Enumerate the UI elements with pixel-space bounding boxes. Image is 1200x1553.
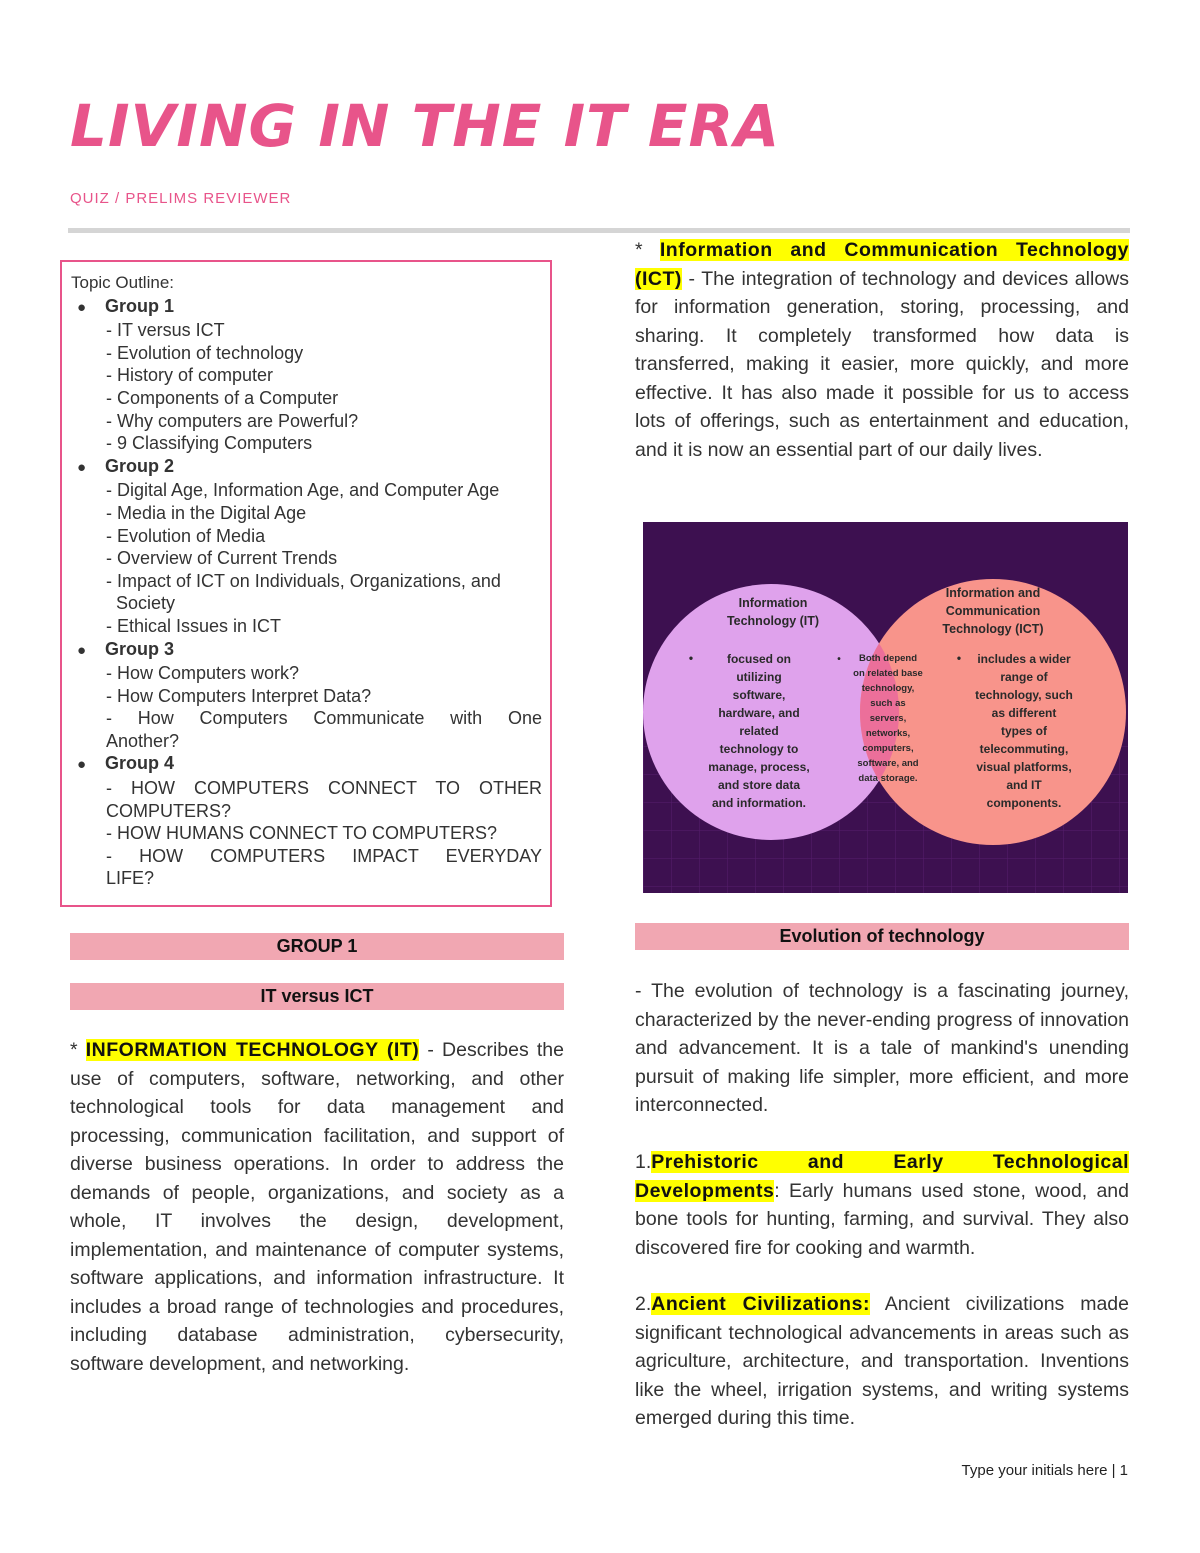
evolution-intro: - The evolution of technology is a fascinating journey, characterized by the never-ending progress of innovation and advancement. It is a tale of mankind's unending pursuit of making life simpler, more efficient, and more interconnected. <box>635 980 1129 1116</box>
venn-mid-body: software, and <box>857 758 919 769</box>
venn-bullet-icon: • <box>837 654 841 665</box>
outline-item: - HOW COMPUTERS CONNECT TO OTHER <box>106 778 542 799</box>
page-footer[interactable]: Type your initials here | 1 <box>961 1462 1128 1479</box>
outline-item: - Evolution of Media <box>106 525 266 546</box>
outline-item: - How Computers Interpret Data? <box>106 685 372 706</box>
ict-text: - The integration of technology and devices allows for information generation, storing, processing, and sharing. It completely transformed how data is transferred, making it easier, more quickly, and more effective. It has also made it possible for us to access lots of offerings, such as entertainment and education, and it is now an essential part of our daily lives. <box>635 267 1129 461</box>
venn-ict-body: visual platforms, <box>976 760 1072 774</box>
ict-definition: * Information and Communication Technology (ICT) - The integration of technology and devices allows for information generation, storing, processing, and sharing. It completely transformed how data is transferred, making it easier, more quickly, and more effective. It has also made it possible for us to access lots of offerings, such as entertainment and education, and it is now an essential part of our daily lives. <box>635 239 1129 461</box>
header-divider <box>68 228 1130 233</box>
outline-group-2: ● Group 2 <box>71 455 542 480</box>
outline-item: - Overview of Current Trends <box>106 548 338 569</box>
outline-item: - HOW HUMANS CONNECT TO COMPUTERS? <box>106 823 498 844</box>
outline-item: - Impact of ICT on Individuals, Organizations, and <box>106 570 501 591</box>
it-term: INFORMATION TECHNOLOGY (IT) <box>85 1039 420 1061</box>
outline-item: - HOW COMPUTERS IMPACT EVERYDAY <box>106 845 542 866</box>
outline-item: - How Computers Communicate with One <box>106 708 542 729</box>
it-text: - Describes the use of computers, software, networking, and other technological tools for data management and processing, communication facilitation, and support of diverse business operations. In order to address the demands of people, organizations, and society as a whole, IT involves the design, development, implementation, and maintenance of computer systems, software applications, and information infrastructure. It includes a broad range of technologies and procedures, including database administration, cybersecurity, software development, and networking. <box>70 1039 564 1375</box>
it-definition: * INFORMATION TECHNOLOGY (IT) - Describes the use of computers, software, networking, and other technological tools for data management and processing, communication facilitation, and support of diverse business operations. In order to address the demands of people, organizations, and society as a whole, IT involves the design, development, implementation, and maintenance of computer systems, software applications, and information infrastructure. It includes a broad range of technologies and procedures, including database administration, cybersecurity, software development, and networking. <box>70 1039 564 1375</box>
venn-ict-body: types of <box>1000 724 1048 738</box>
item-text: Ancient civilizations made significant technological advancements in areas such as agriculture, architecture, and transportation. Inventions like the wheel, irrigation systems, and writing systems emerged during this time. <box>635 1293 1129 1429</box>
venn-it-body: hardware, and <box>718 706 800 720</box>
venn-ict-body: components. <box>986 796 1062 810</box>
venn-bullet-icon: • <box>688 651 694 665</box>
venn-it-title-2: Technology (IT) <box>726 614 820 628</box>
outline-item: - History of computer <box>106 365 274 386</box>
venn-ict-body: technology, such <box>975 688 1073 702</box>
venn-mid-body: data storage. <box>858 773 918 784</box>
outline-item: - Components of a Computer <box>106 387 339 408</box>
outline-item: - Ethical Issues in ICT <box>106 615 282 636</box>
topic-outline-box <box>60 260 552 907</box>
item-number: 2. <box>635 1293 652 1315</box>
page-subtitle: QUIZ / PRELIMS REVIEWER <box>70 190 292 207</box>
venn-ict-body: and IT <box>1006 778 1042 792</box>
ict-term: Information and Communication Technology (ICT) <box>635 239 1129 290</box>
bullet-icon: ● <box>77 641 87 659</box>
outline-item: LIFE? <box>106 868 155 889</box>
outline-item: - Evolution of technology <box>106 342 304 363</box>
page-title: LIVING IN THE IT ERA <box>70 92 781 160</box>
venn-ict-title-2: Communication <box>945 604 1041 618</box>
group-1-bar: GROUP 1 <box>70 933 564 960</box>
venn-ict-body: telecommuting, <box>979 742 1069 756</box>
item-text: : Early humans used stone, wood, and bone tools for hunting, farming, and survival. They also discovered fire for cooking and warmth. <box>635 1179 1129 1259</box>
evolution-item-2 <box>635 1290 1129 1433</box>
outline-item: - Why computers are Powerful? <box>106 410 359 431</box>
item-term: Prehistoric and Early Technological Developments <box>635 1151 1129 1202</box>
bullet-icon: ● <box>77 756 87 774</box>
venn-ict-title-3: Technology (ICT) <box>942 622 1044 636</box>
outline-item: - 9 Classifying Computers <box>106 433 313 454</box>
outline-item: - IT versus ICT <box>106 320 225 341</box>
outline-item: - Digital Age, Information Age, and Computer Age <box>106 480 500 501</box>
outline-group-1: ● Group 1 <box>71 295 542 320</box>
venn-mid-body: networks, <box>865 728 911 739</box>
venn-mid-body: on related base <box>853 668 923 679</box>
bullet-icon: ● <box>77 298 87 316</box>
venn-mid-body: Both depend <box>858 653 918 664</box>
item-term: Ancient Civilizations: <box>651 1293 870 1315</box>
it-vs-ict-bar: IT versus ICT <box>70 983 564 1010</box>
outline-item: Another? <box>106 730 180 751</box>
venn-it-body: manage, process, <box>708 760 810 774</box>
evolution-bar: Evolution of technology <box>635 923 1129 950</box>
item-number: 1. <box>635 1151 652 1173</box>
venn-mid-body: such as <box>870 698 906 709</box>
venn-it-body: software, <box>732 688 786 702</box>
outline-group-4: ● Group 4 <box>71 752 542 777</box>
outline-item: COMPUTERS? <box>106 800 232 821</box>
venn-mid-body: computers, <box>862 743 914 754</box>
outline-group-3: ● Group 3 <box>71 638 542 663</box>
venn-mid-body: servers, <box>869 713 907 724</box>
venn-it-title-1: Information <box>738 596 808 610</box>
bullet-icon: ● <box>77 458 87 476</box>
evolution-item-1 <box>635 1148 1129 1262</box>
venn-it-body: related <box>739 724 779 738</box>
outline-heading: Topic Outline: <box>71 273 174 292</box>
venn-it-body: and store data <box>717 778 801 792</box>
it-ict-venn-diagram <box>643 522 1128 893</box>
venn-it-body: and information. <box>712 796 806 810</box>
venn-ict-title-1: Information and <box>945 586 1041 600</box>
venn-it-body: utilizing <box>736 670 782 684</box>
venn-it-body: focused on <box>726 652 792 666</box>
outline-item: Society <box>116 593 176 614</box>
venn-it-body: technology to <box>719 742 799 756</box>
venn-ict-body: as different <box>991 706 1057 720</box>
venn-ict-body: includes a wider <box>977 652 1071 666</box>
venn-mid-body: technology, <box>861 683 915 694</box>
outline-item: - How Computers work? <box>106 663 300 684</box>
outline-item: - Media in the Digital Age <box>106 502 307 523</box>
venn-bullet-icon: • <box>956 651 962 665</box>
venn-ict-body: range of <box>1000 670 1048 684</box>
